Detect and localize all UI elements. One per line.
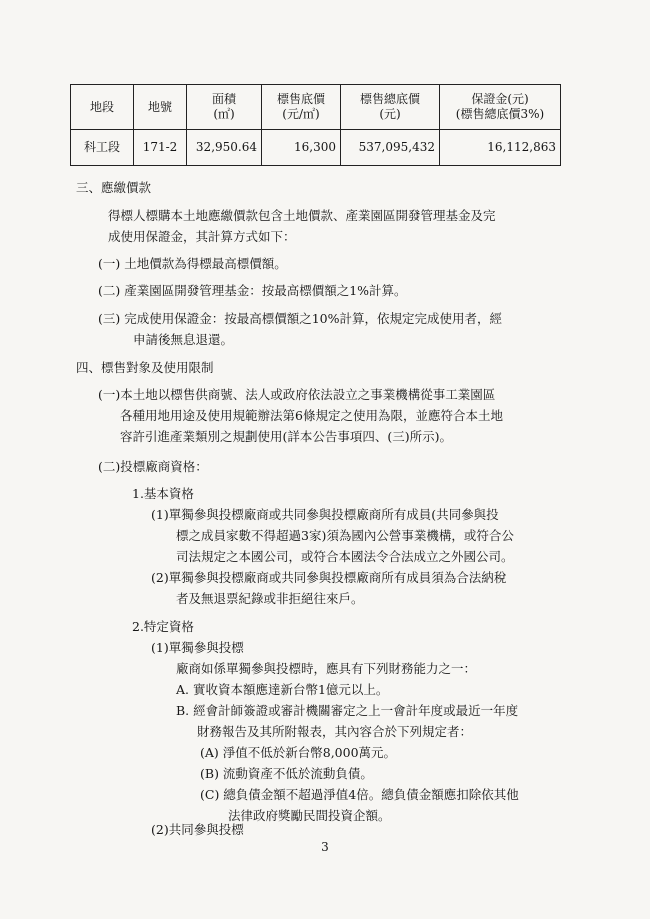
section-3-item-2: (二) 產業園區開發管理基金：按最高標價額之1%計算。: [98, 283, 407, 298]
cell-section: 科工段: [71, 130, 134, 166]
header-lot-number: 地號: [134, 85, 187, 130]
section-3-item-3-line-2: 申請後無息退還。: [133, 332, 234, 347]
special-item-2-heading: (2)共同參與投標: [151, 822, 244, 837]
special-item-1-b-c-line-1: (C) 總負債金額不超過淨值4倍。總負債金額應扣除依其他: [200, 787, 519, 802]
basic-item-1-line-2: 標之成員家數不得超過3家)須為國內公營事業機構，或符合公: [176, 528, 514, 543]
section-3-intro-line-1: 得標人標購本土地應繳價款包含土地價款、產業園區開發管理基金及完: [108, 208, 496, 223]
basic-item-2-line-2: 者及無退票紀錄或非拒絕往來戶。: [176, 591, 364, 606]
header-unit-price: 標售底價 (元/㎡): [262, 85, 341, 130]
cell-deposit: 16,112,863: [440, 130, 561, 166]
header-total-price: 標售總底價 (元): [341, 85, 440, 130]
section-3-heading: 三、應繳價款: [76, 180, 152, 195]
header-area: 面積 (㎡): [187, 85, 262, 130]
section-4-heading: 四、標售對象及使用限制: [76, 360, 214, 375]
special-item-1-b-line-2: 財務報告及其所附報表，其內容合於下列規定者：: [197, 724, 473, 739]
cell-unit-price: 16,300: [262, 130, 341, 166]
table-row: [71, 130, 561, 166]
section-3-item-3-line-1: (三) 完成使用保證金：按最高標價額之10%計算，依規定完成使用者，經: [98, 311, 503, 326]
land-info-table: [70, 84, 561, 166]
section-4-para-1-line-1: (一)本土地以標售供商號、法人或政府依法設立之事業機構從事工業園區: [98, 387, 496, 402]
section-4-para-1-line-3: 容許引進產業類別之規劃使用(詳本公告事項四、(三)所示)。: [120, 429, 453, 444]
basic-item-1-line-1: (1)單獨參與投標廠商或共同參與投標廠商所有成員(共同參與投: [151, 507, 499, 522]
cell-total-price: 537,095,432: [341, 130, 440, 166]
header-section: 地段: [71, 85, 134, 130]
section-3-item-1: (一) 土地價款為得標最高標價額。: [98, 256, 287, 271]
section-3-intro-line-2: 成使用保證金，其計算方式如下：: [108, 229, 296, 244]
cell-area: 32,950.64: [187, 130, 262, 166]
basic-qualification-heading: 1.基本資格: [132, 486, 194, 501]
cell-lot-number: 171-2: [134, 130, 187, 166]
basic-item-2-line-1: (2)單獨參與投標廠商或共同參與投標廠商所有成員須為合法納稅: [151, 570, 507, 585]
section-4-para-2-heading: (二)投標廠商資格：: [98, 459, 208, 474]
special-qualification-heading: 2.特定資格: [132, 619, 194, 634]
special-item-1-b-a: (A) 淨值不低於新台幣8,000萬元。: [200, 745, 397, 760]
table-header-row: [71, 85, 561, 130]
header-deposit: 保證金(元) (標售總底價3%): [440, 85, 561, 130]
special-item-1-a: A. 實收資本額應達新台幣1億元以上。: [176, 682, 389, 697]
page-number: 3: [321, 840, 329, 854]
special-item-1-b-line-1: B. 經會計師簽證或審計機關審定之上一會計年度或最近一年度: [176, 703, 519, 718]
section-4-para-1-line-2: 各種用地用途及使用規範辦法第6條規定之使用為限，並應符合本土地: [120, 408, 503, 423]
special-item-1-heading: (1)單獨參與投標: [151, 640, 244, 655]
basic-item-1-line-3: 司法規定之本國公司，或符合本國法令合法成立之外國公司。: [176, 549, 514, 564]
special-item-1-b-b: (B) 流動資產不低於流動負債。: [200, 766, 373, 781]
special-item-1-intro: 廠商如係單獨參與投標時，應具有下列財務能力之一：: [176, 661, 477, 676]
special-item-1-b-c-line-2: 法律政府獎勵民間投資企額。: [228, 808, 391, 823]
